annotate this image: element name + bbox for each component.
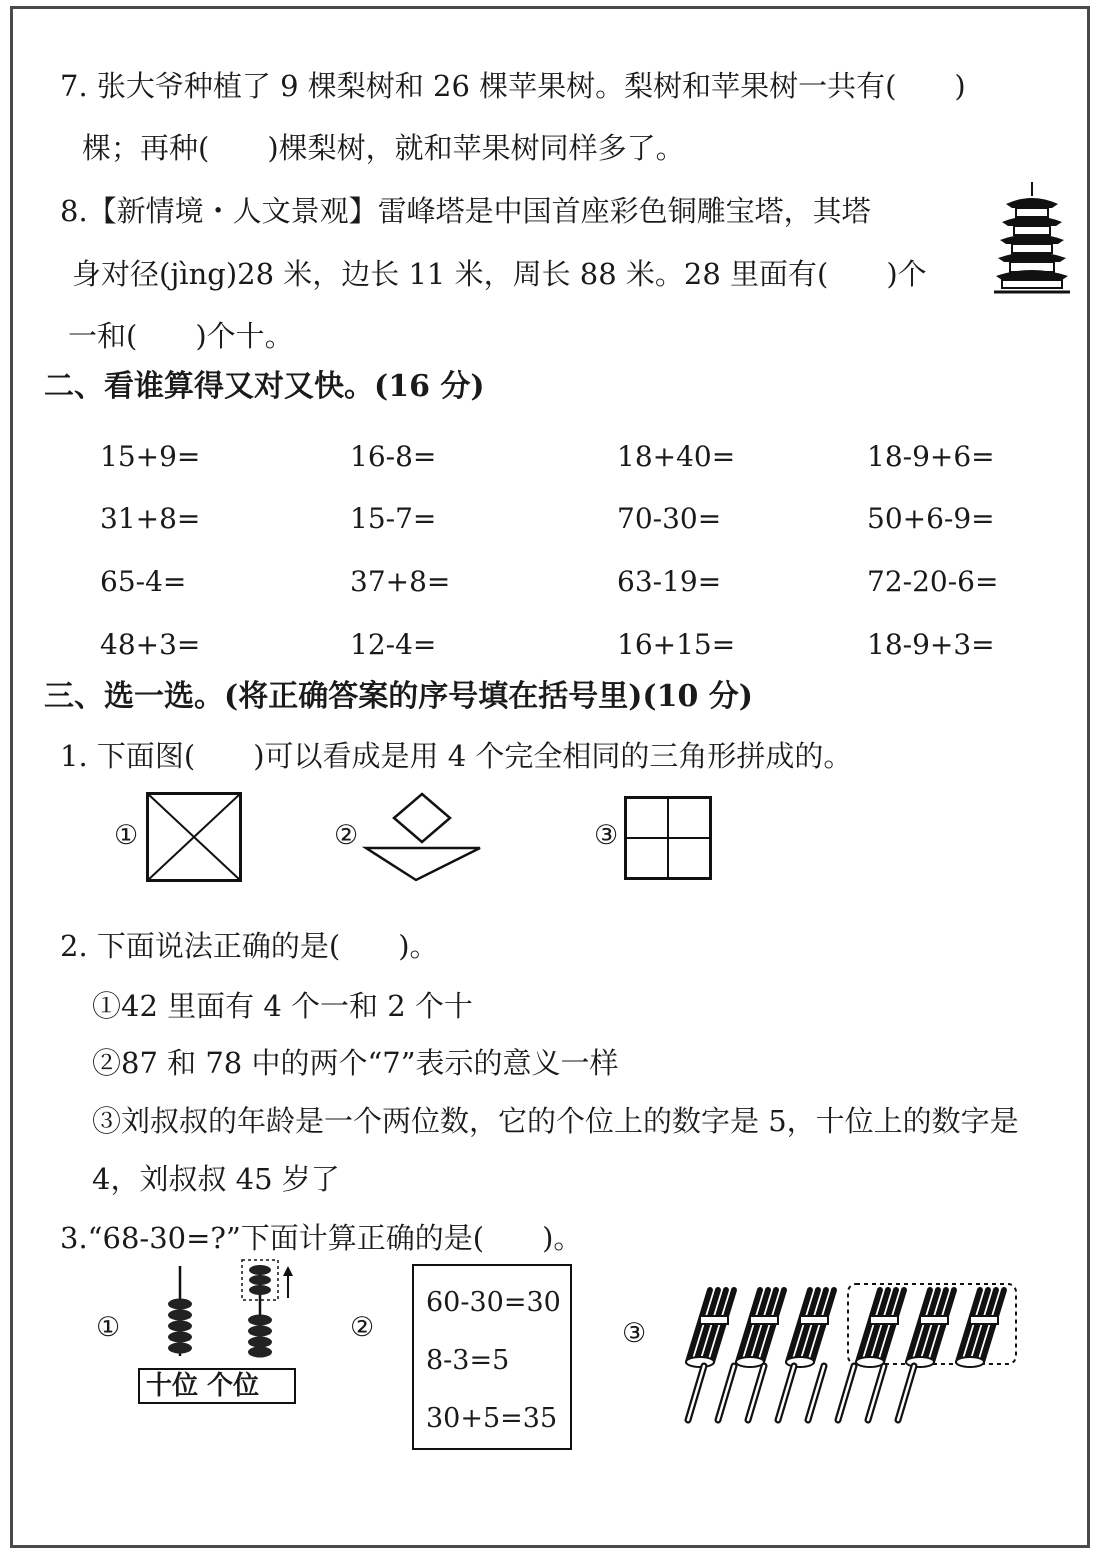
s3-q2-statement-c-line2: 4，刘叔叔 45 岁了	[92, 1162, 340, 1196]
s3-q2-text: 2. 下面说法正确的是( )。	[60, 929, 439, 963]
calculation-box	[412, 1264, 572, 1450]
s3-q2-statement-c-line1: ③刘叔叔的年龄是一个两位数，它的个位上的数字是 5，十位上的数字是	[92, 1104, 1019, 1138]
calc-item: 18+40=	[617, 440, 736, 473]
calculation-box-line: 30+5=35	[426, 1403, 558, 1434]
calc-item: 15-7=	[350, 502, 437, 535]
calc-item: 48+3=	[100, 628, 201, 661]
q7-line1: 7. 张大爷种植了 9 棵梨树和 26 棵苹果树。梨树和苹果树一共有( )	[60, 69, 966, 103]
s3-q2-statement-a: ①42 里面有 4 个一和 2 个十	[92, 989, 473, 1023]
s3-q3-text: 3.“68-30=?”下面计算正确的是( )。	[60, 1221, 583, 1255]
calc-item: 63-19=	[617, 565, 722, 598]
calc-item: 70-30=	[617, 502, 722, 535]
diamond-and-triangle-figure	[364, 792, 484, 884]
s3-q3-option2-label: ②	[350, 1312, 375, 1343]
square-with-diagonals-figure	[146, 792, 242, 882]
s3-q1-option3-label: ③	[594, 820, 619, 851]
section3-title: 三、选一选。(将正确答案的序号填在括号里)(10 分)	[44, 679, 753, 714]
s3-q2-statement-b: ②87 和 78 中的两个“7”表示的意义一样	[92, 1046, 619, 1080]
calc-item: 16-8=	[350, 440, 437, 473]
calc-item: 72-20-6=	[867, 565, 999, 598]
q8-line1: 8.【新情境・人文景观】雷峰塔是中国首座彩色铜雕宝塔，其塔	[60, 194, 871, 228]
q8-line3: 一和( )个十。	[68, 319, 294, 353]
s3-q1-option1-label: ①	[114, 820, 139, 851]
calc-item: 18-9+6=	[867, 440, 995, 473]
calc-item: 15+9=	[100, 440, 201, 473]
s3-q3-option1-label: ①	[96, 1312, 121, 1343]
calc-item: 65-4=	[100, 565, 187, 598]
calc-item: 16+15=	[617, 628, 736, 661]
s3-q3-option3-label: ③	[622, 1318, 647, 1349]
s3-q1-text: 1. 下面图( )可以看成是用 4 个完全相同的三角形拼成的。	[60, 739, 853, 773]
s3-q1-option2-label: ②	[334, 820, 359, 851]
four-square-grid-figure	[624, 796, 712, 880]
section2-title: 二、看谁算得又对又快。(16 分)	[44, 369, 485, 404]
calc-item: 31+8=	[100, 502, 201, 535]
abacus-place-label	[138, 1368, 296, 1404]
pagoda-icon	[992, 182, 1072, 296]
calc-item: 12-4=	[350, 628, 437, 661]
calculation-box-line: 60-30=30	[426, 1287, 561, 1318]
calc-item: 50+6-9=	[867, 502, 995, 535]
calc-item: 37+8=	[350, 565, 451, 598]
calc-item: 18-9+3=	[867, 628, 995, 661]
abacus-figure	[138, 1266, 304, 1366]
abacus-place-label-text: 十位 个位	[146, 1371, 260, 1401]
calculation-box-line: 8-3=5	[426, 1345, 510, 1376]
q8-line2: 身对径(jìng)28 米，边长 11 米，周长 88 米。28 里面有( )个	[72, 257, 927, 291]
q7-line2: 棵；再种( )棵梨树，就和苹果树同样多了。	[82, 131, 685, 165]
bundled-sticks-figure	[682, 1282, 1022, 1424]
